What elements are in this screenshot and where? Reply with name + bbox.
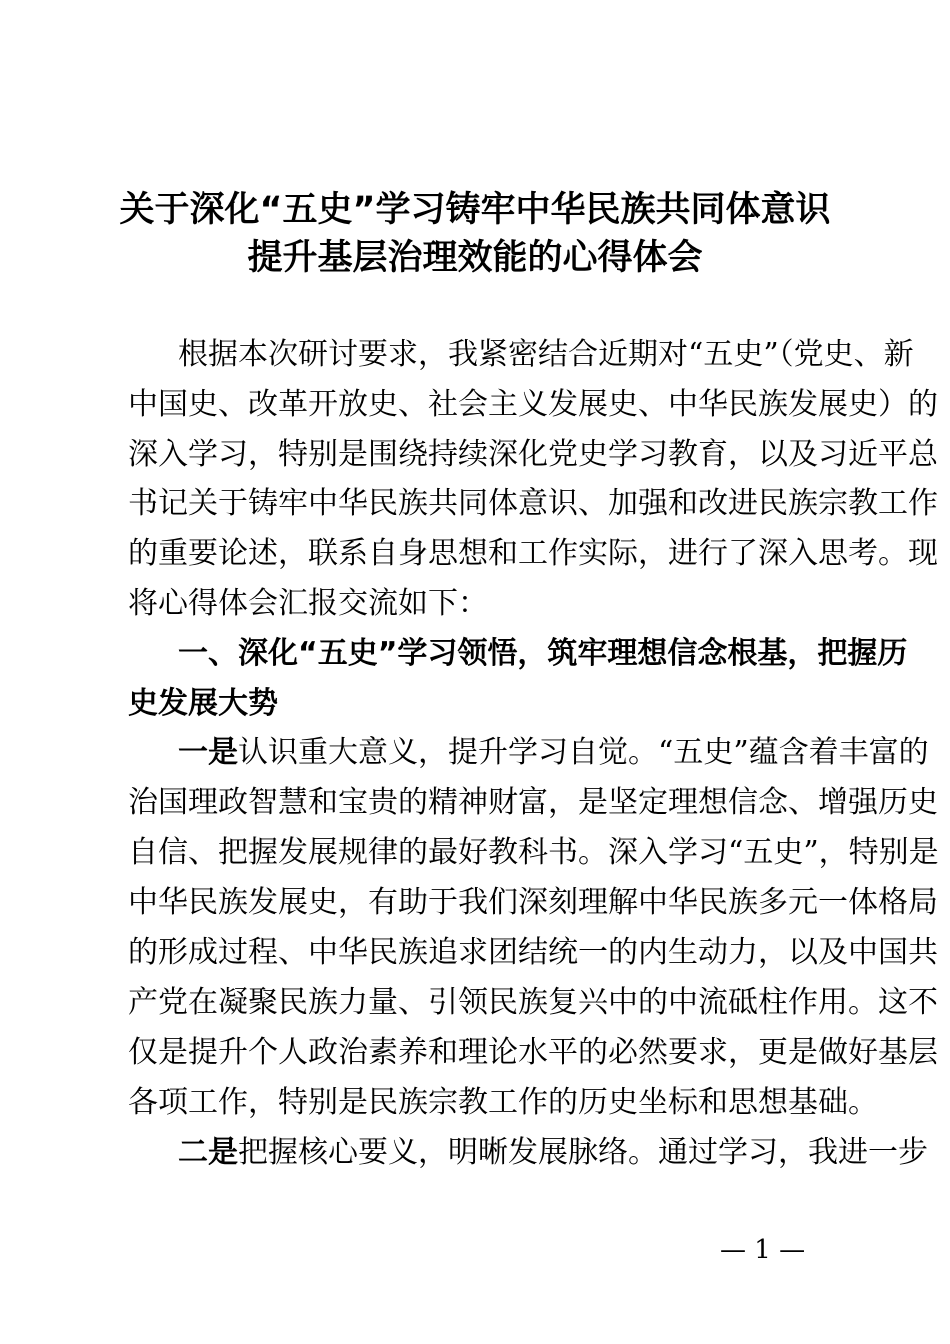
point-lead: 二是: [178, 1135, 238, 1170]
text-line: 产党在凝聚民族力量、引领民族复兴中的中流砥柱作用。这不: [128, 985, 938, 1020]
text-line: 仅是提升个人政治素养和理论水平的必然要求，更是做好基层: [128, 1035, 938, 1070]
text-run: 认识重大意义，提升学习自觉。“五史”蕴含着丰富的: [238, 735, 929, 770]
point-lead: 一是: [178, 735, 238, 770]
heading-line: 史发展大势: [128, 686, 278, 721]
heading-line: 一、深化“五史”学习领悟，筑牢理想信念根基，把握历: [178, 636, 908, 671]
text-line: 中华民族发展史，有助于我们深刻理解中华民族多元一体格局: [128, 885, 938, 920]
text-line: 书记关于铸牢中华民族共同体意识、加强和改进民族宗教工作: [128, 486, 938, 521]
text-line: 深入学习，特别是围绕持续深化党史学习教育，以及习近平总: [128, 437, 938, 472]
document-title-line-1: 关于深化“五史”学习铸牢中华民族共同体意识: [119, 190, 831, 230]
text-line: 自信、把握发展规律的最好教科书。深入学习“五史”，特别是: [128, 835, 939, 870]
text-line: 的形成过程、中华民族追求团结统一的内生动力，以及中国共: [128, 935, 938, 970]
text-line: [178, 728, 929, 778]
text-line: 将心得体会汇报交流如下：: [128, 586, 488, 621]
document-title-line-2: 提升基层治理效能的心得体会: [247, 238, 703, 278]
text-line: 的重要论述，联系自身思想和工作实际，进行了深入思考。现: [128, 536, 938, 571]
text-line: 中国史、改革开放史、社会主义发展史、中华民族发展史）的: [128, 387, 938, 422]
page-number: — 1 —: [720, 1235, 806, 1265]
text-line: 各项工作，特别是民族宗教工作的历史坐标和思想基础。: [128, 1085, 878, 1120]
text-run: 把握核心要义，明晰发展脉络。通过学习，我进一步: [238, 1135, 928, 1170]
text-line: [178, 1128, 928, 1178]
text-line: 治国理政智慧和宝贵的精神财富，是坚定理想信念、增强历史: [128, 785, 938, 820]
text-line: 根据本次研讨要求，我紧密结合近期对“五史”（党史、新: [178, 337, 914, 372]
